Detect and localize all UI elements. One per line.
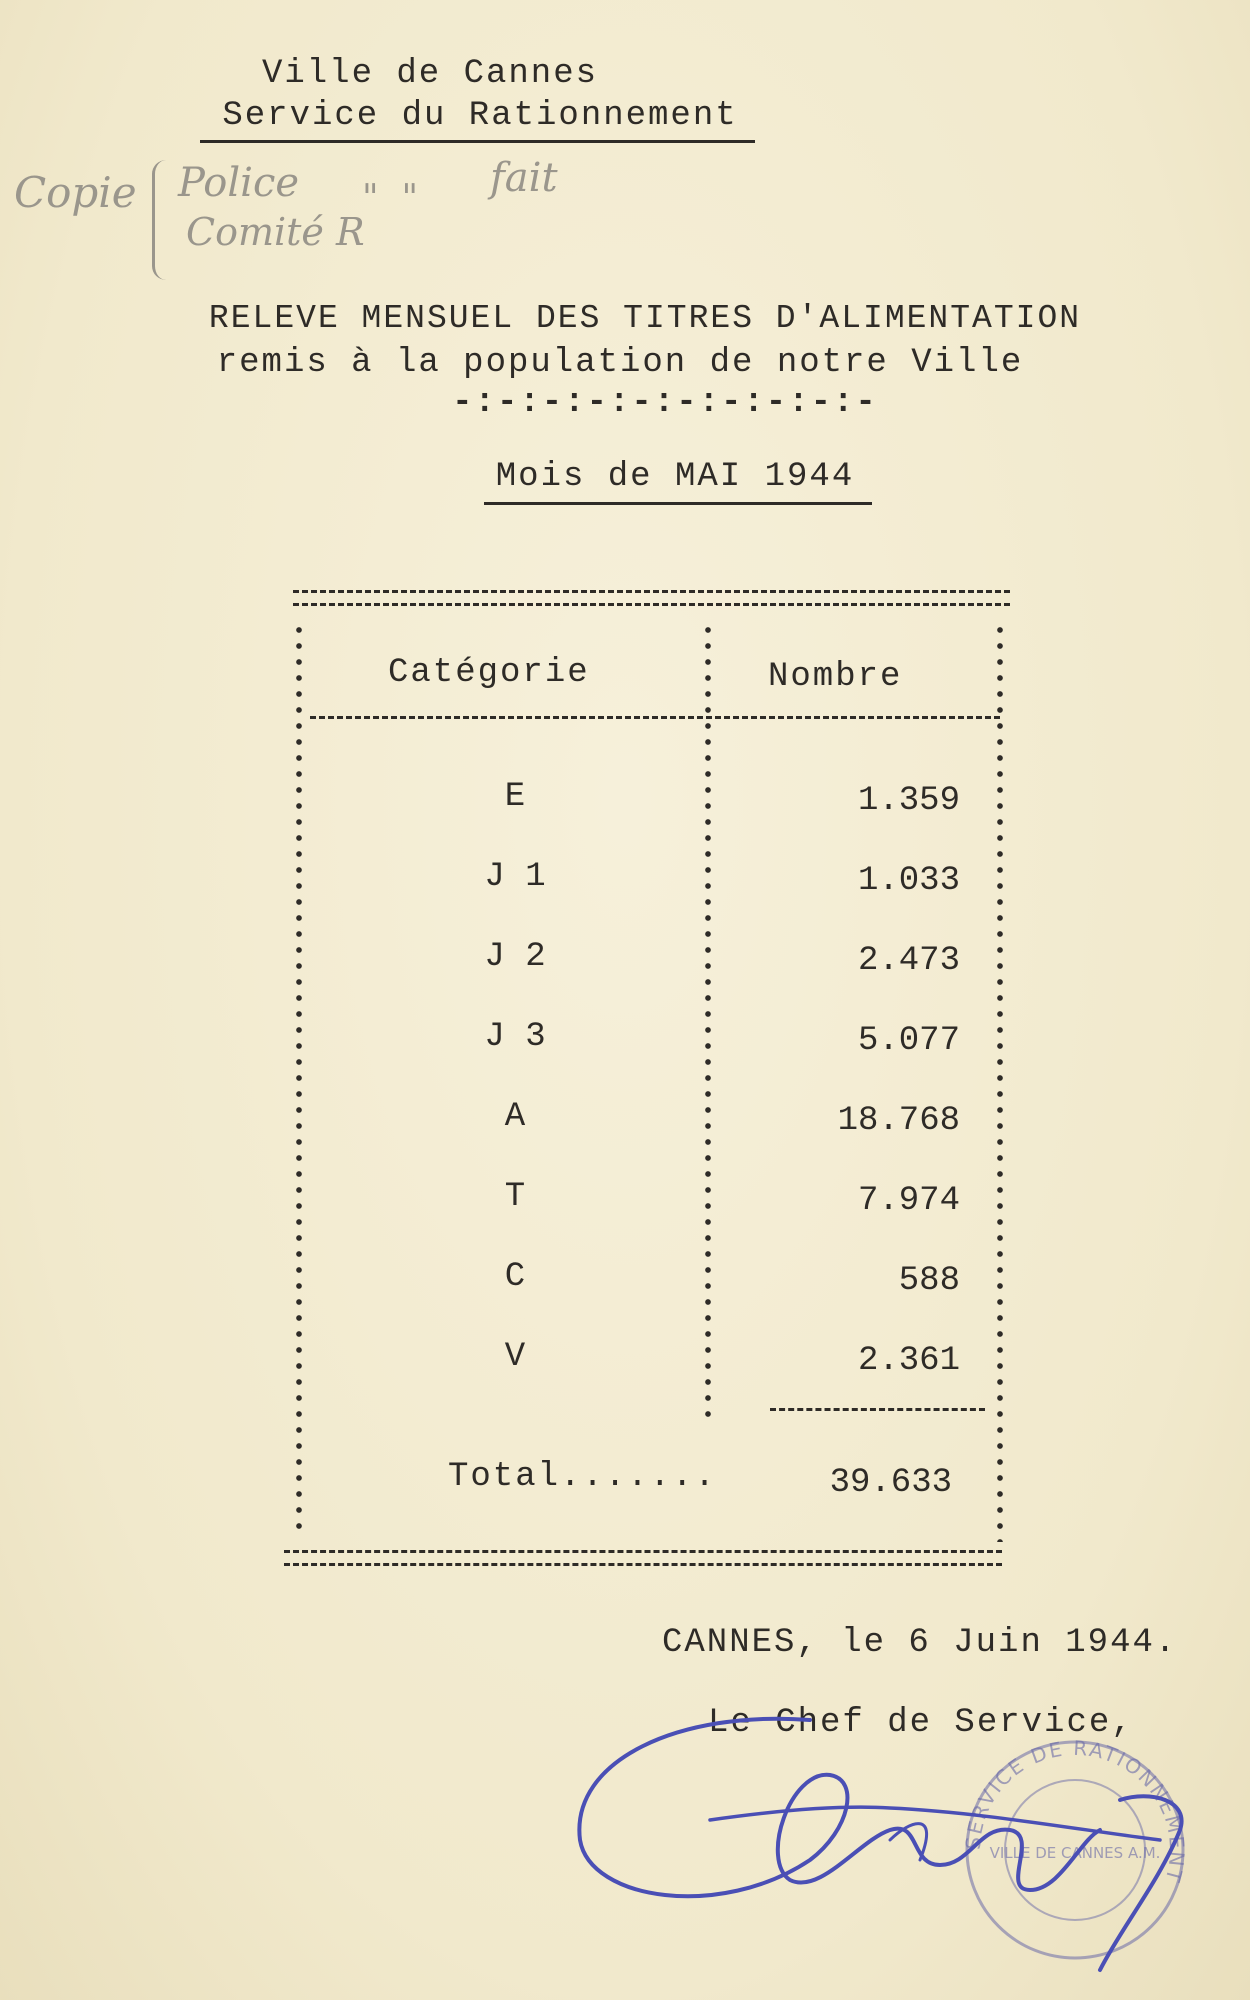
handwritten-brace	[152, 160, 171, 280]
stamp-outer-text: SERVICE DE RATIONNEMENT	[960, 1735, 1190, 1887]
total-value: 39.633	[829, 1464, 952, 1502]
service-name: Service du Rationnement	[222, 97, 738, 135]
signatory-title: Le Chef de Service,	[708, 1704, 1134, 1742]
stamp-inner-text: VILLE DE CANNES A.M.	[989, 1844, 1161, 1862]
category-cell: A	[504, 1098, 526, 1136]
category-cell: J 3	[484, 1018, 546, 1056]
title-separator: -:-:-:-:-:-:-:-:-:-	[452, 384, 878, 422]
category-cell: V	[504, 1338, 526, 1376]
city-name: Ville de Cannes	[261, 55, 599, 93]
count-cell: 18.768	[837, 1102, 960, 1140]
total-label: Total.......	[448, 1458, 717, 1496]
category-cell: T	[504, 1178, 526, 1216]
header-underline	[200, 140, 755, 143]
handwritten-copie: Copie	[14, 168, 137, 217]
count-cell: 1.033	[857, 862, 960, 900]
category-cell: C	[504, 1258, 526, 1296]
table-bottom-rule	[284, 1550, 1002, 1566]
count-cell: 2.361	[857, 1342, 960, 1380]
sum-rule	[770, 1408, 985, 1411]
count-cell: 2.473	[857, 942, 960, 980]
category-cell: E	[504, 778, 526, 816]
category-cell: J 1	[484, 858, 546, 896]
table-header-rule	[310, 716, 1000, 719]
document-title: RELEVE MENSUEL DES TITRES D'ALIMENTATION	[208, 300, 1082, 337]
table-top-rule	[293, 590, 1010, 606]
handwritten-fait: fait	[490, 155, 558, 201]
header-category: Catégorie	[388, 654, 590, 692]
table-right-border	[995, 622, 1005, 1542]
handwritten-ditto: " "	[362, 178, 419, 219]
document-subtitle: remis à la population de notre Ville	[216, 344, 1024, 382]
table-left-border	[294, 622, 304, 1537]
handwritten-police: Police	[178, 160, 300, 206]
handwritten-comite: Comité R	[186, 210, 365, 254]
header-count: Nombre	[768, 658, 903, 696]
count-cell: 5.077	[857, 1022, 960, 1060]
place-date: CANNES, le 6 Juin 1944.	[662, 1624, 1178, 1662]
signature	[560, 1690, 1220, 1990]
month-heading: Mois de MAI 1944	[495, 458, 855, 496]
table-middle-border	[703, 622, 713, 1417]
category-cell: J 2	[484, 938, 546, 976]
count-cell: 7.974	[857, 1182, 960, 1220]
month-underline	[484, 502, 872, 505]
count-cell: 588	[898, 1262, 960, 1300]
count-cell: 1.359	[857, 782, 960, 820]
